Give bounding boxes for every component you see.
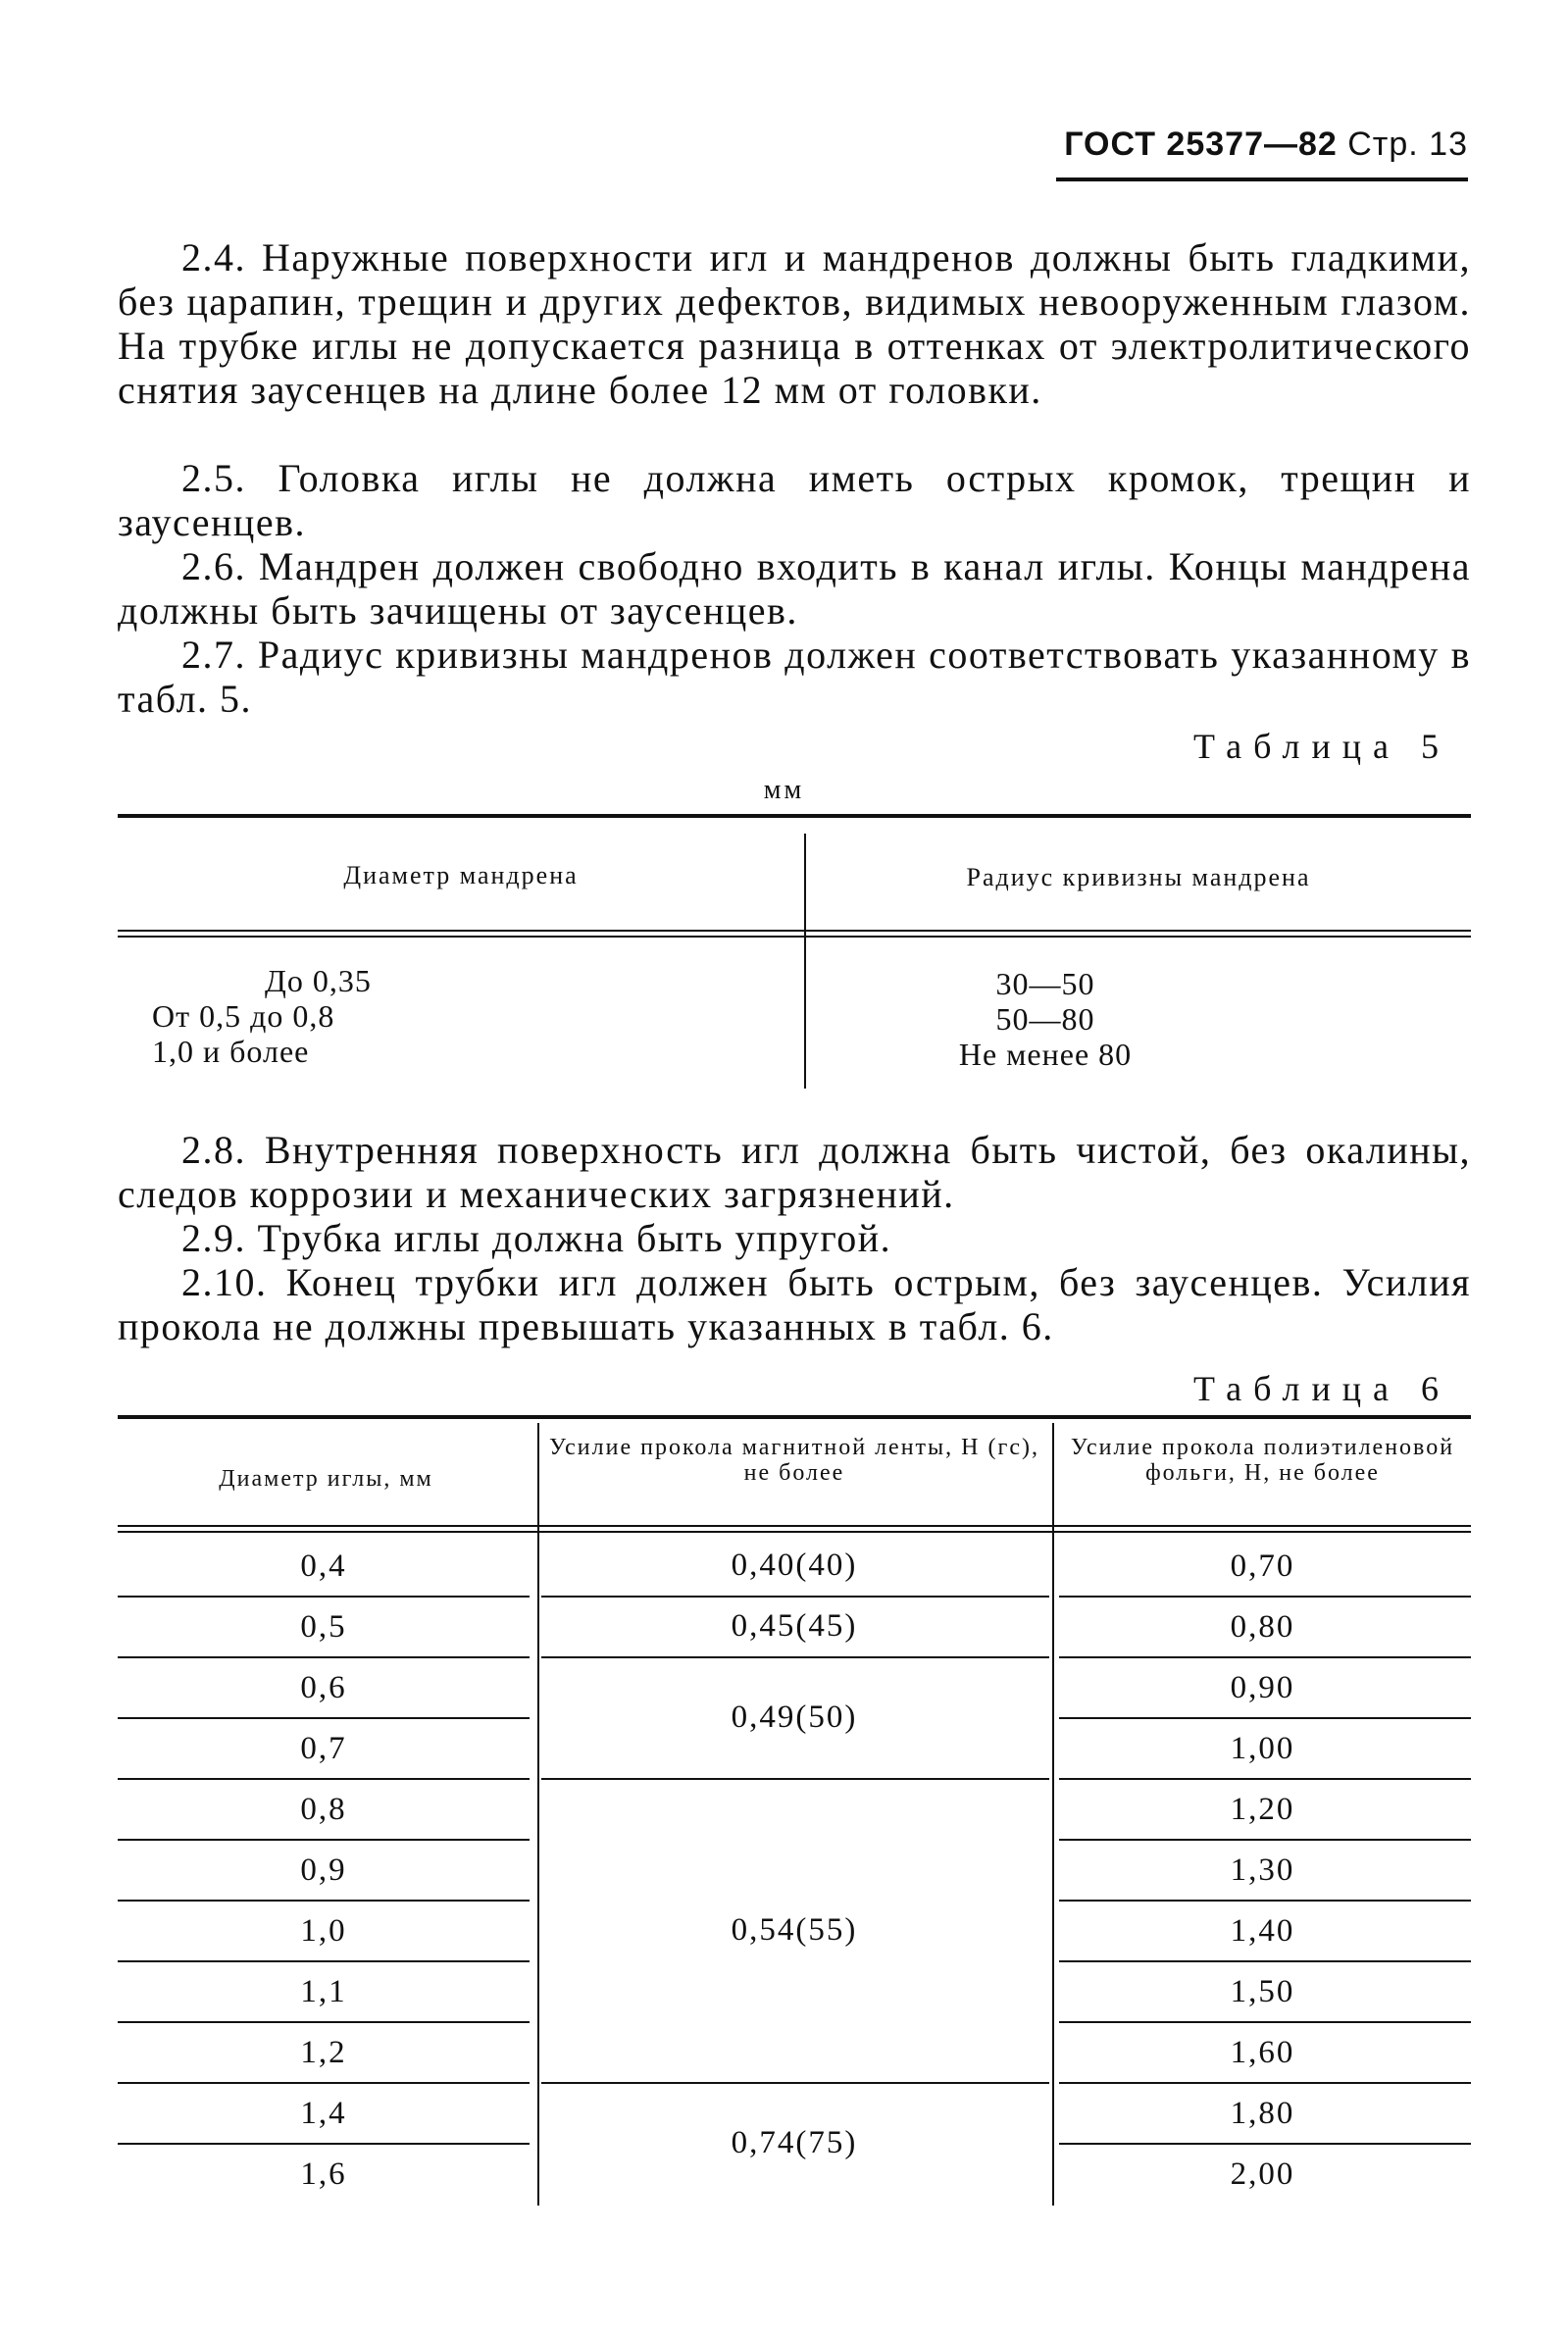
table5-cell: 30—50 [995, 966, 1095, 1001]
table6-diameter-cell: 0,8 [300, 1792, 347, 1827]
table6-diameter-cell: 0,7 [300, 1731, 347, 1766]
table5-cell: 1,0 и более [152, 1034, 310, 1069]
page-header [1056, 126, 1468, 181]
table6-tape-cell: 0,49(50) [731, 1700, 858, 1735]
table6-diameter-cell: 0,6 [300, 1670, 347, 1705]
table6-diameter-cell: 1,4 [300, 2096, 347, 2131]
table6-diameter-cell: 1,2 [300, 2035, 347, 2070]
table6-header-tape: Усилие прокола магнитной ленты, Н (гс), не более [549, 1435, 1039, 1486]
table6-row-line [118, 1656, 530, 1658]
table6-diameter-cell: 0,4 [300, 1548, 347, 1584]
table-5 [118, 814, 1471, 1098]
table5-caption: Таблица 5 [1193, 727, 1450, 766]
table6-row-line [118, 1960, 530, 1962]
table6-group-line [541, 1656, 1049, 1658]
table6-diameter-cell: 1,1 [300, 1974, 347, 2009]
table6-row-line [1059, 1656, 1471, 1658]
table5-cell: От 0,5 до 0,8 [152, 998, 335, 1034]
table6-row-line [118, 1717, 530, 1719]
table6-foil-cell: 1,80 [1230, 2096, 1295, 2131]
paragraph-2-5: 2.5. Головка иглы не должна иметь острых кромок, трещин и заусенцев. [118, 456, 1471, 544]
paragraph-2-4: 2.4. Наружные поверхности игл и мандренов должны быть гладкими, без царапин, трещин и других дефектов, видимых невооруженным глазом. На трубке иглы не допускается разница в оттенках от электролитического снятия заусенцев на длине более 12 мм от головки. [118, 235, 1471, 412]
table6-diameter-cell: 0,9 [300, 1852, 347, 1888]
table6-foil-cell: 0,90 [1230, 1670, 1295, 1705]
paragraph-2-8: 2.8. Внутренняя поверхность игл должна быть чистой, без окалины, следов коррозии и механических загрязнений. [118, 1128, 1471, 1216]
table6-row-line [1059, 1960, 1471, 1962]
table6-foil-cell: 1,50 [1230, 1974, 1295, 2009]
standard-number: ГОСТ 25377—82 [1064, 126, 1338, 163]
paragraph-2-10: 2.10. Конец трубки игл должен быть острым, без заусенцев. Усилия прокола не должны превышать указанных в табл. 6. [118, 1260, 1471, 1348]
table6-group-line [541, 1596, 1049, 1598]
table6-foil-cell: 0,70 [1230, 1548, 1295, 1584]
table6-row-line [118, 1839, 530, 1841]
table6-row-line [118, 2021, 530, 2023]
table6-foil-cell: 1,60 [1230, 2035, 1295, 2070]
table6-row-line [1059, 2082, 1471, 2084]
table6-row-line [118, 1596, 530, 1598]
table5-units: мм [763, 775, 805, 805]
table6-row-line [1059, 1900, 1471, 1902]
paragraph-2-6: 2.6. Мандрен должен свободно входить в канал иглы. Концы мандрена должны быть зачищены от заусенцев. [118, 544, 1471, 633]
table5-header-diameter: Диаметр мандрена [343, 861, 579, 889]
table6-row-line [1059, 2143, 1471, 2145]
table6-row-line [118, 2082, 530, 2084]
table6-caption: Таблица 6 [1193, 1369, 1450, 1408]
table6-foil-cell: 0,80 [1230, 1609, 1295, 1645]
table6-row-line [118, 1900, 530, 1902]
table6-row-line [1059, 1778, 1471, 1780]
table6-tape-cell: 0,45(45) [731, 1608, 858, 1644]
table6-tape-cell: 0,54(55) [731, 1912, 858, 1948]
table6-divider [537, 1423, 539, 2206]
paragraph-2-7: 2.7. Радиус кривизны мандренов должен соответствовать указанному в табл. 5. [118, 633, 1471, 721]
table6-foil-cell: 1,40 [1230, 1913, 1295, 1949]
table6-group-line [541, 2082, 1049, 2084]
table6-row-line [1059, 2021, 1471, 2023]
table6-group-line [541, 1778, 1049, 1780]
table6-foil-cell: 1,30 [1230, 1852, 1295, 1888]
table6-foil-cell: 1,20 [1230, 1792, 1295, 1827]
table6-header-foil: Усилие прокола полиэтиленовой фольги, Н, не более [1070, 1435, 1455, 1486]
table5-cell: 50—80 [995, 1001, 1095, 1037]
table6-row-line [1059, 1839, 1471, 1841]
table6-row-line [118, 2143, 530, 2145]
table6-row-line [1059, 1596, 1471, 1598]
table6-diameter-cell: 1,6 [300, 2156, 347, 2192]
table5-cell: Не менее 80 [958, 1037, 1133, 1072]
table6-foil-cell: 2,00 [1230, 2156, 1295, 2192]
table5-cell: До 0,35 [265, 963, 372, 998]
table6-foil-cell: 1,00 [1230, 1731, 1295, 1766]
table6-header-diameter: Диаметр иглы, мм [219, 1466, 433, 1492]
table6-row-line [118, 1778, 530, 1780]
table5-header-radius: Радиус кривизны мандрена [966, 863, 1311, 891]
table6-diameter-cell: 0,5 [300, 1609, 347, 1645]
paragraph-2-9: 2.9. Трубка иглы должна быть упругой. [181, 1216, 892, 1260]
table6-tape-cell: 0,74(75) [731, 2125, 858, 2160]
page-number: Стр. 13 [1347, 126, 1468, 163]
table6-diameter-cell: 1,0 [300, 1913, 347, 1949]
table6-row-line [1059, 1717, 1471, 1719]
table6-tape-cell: 0,40(40) [731, 1548, 858, 1583]
